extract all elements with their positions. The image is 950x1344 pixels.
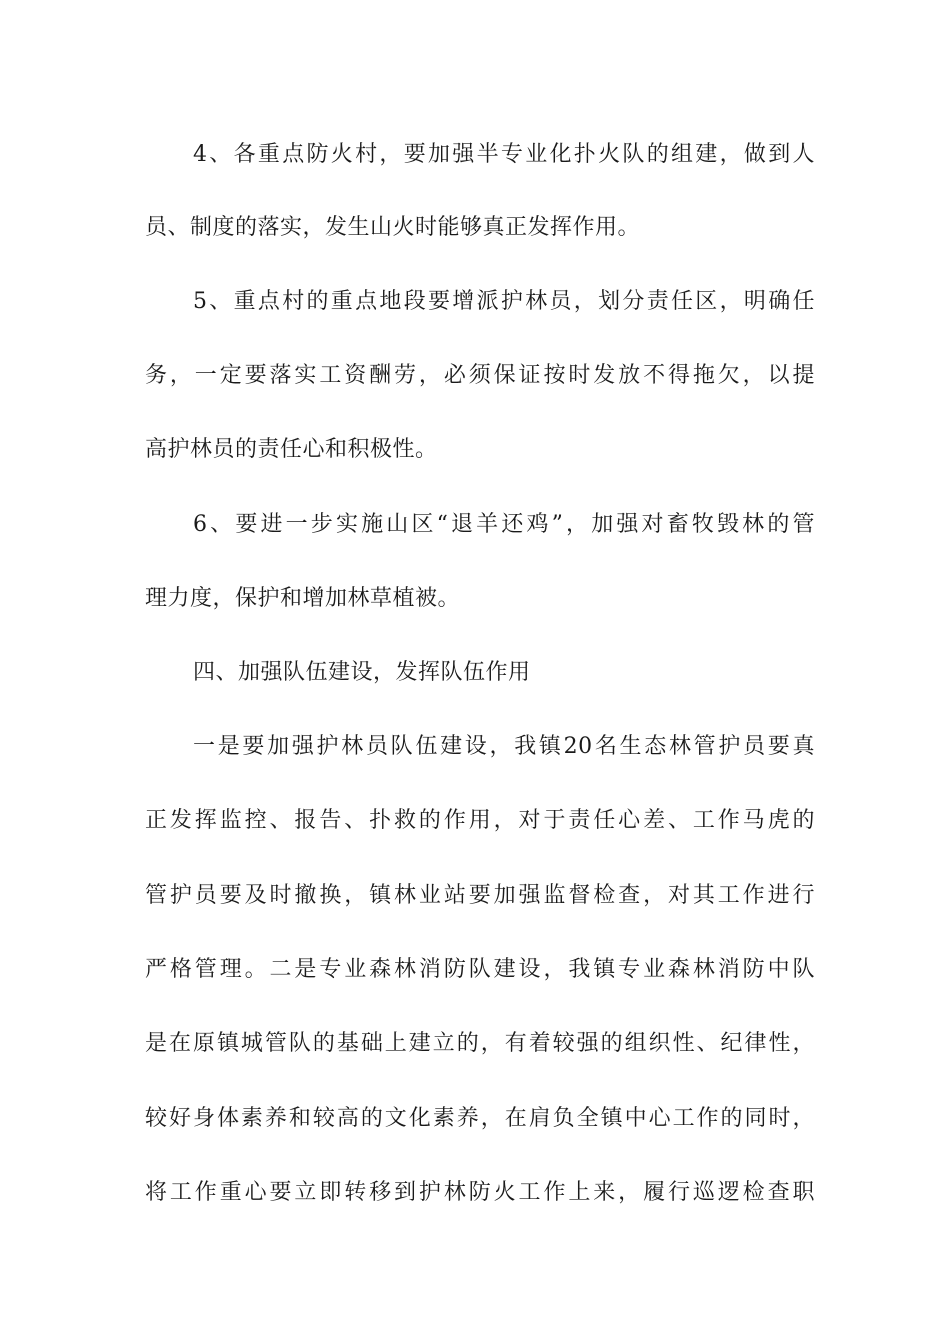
section-heading: 四、加强队伍建设，发挥队伍作用 [193,660,531,685]
paragraph-line: 4、各重点防火村，要加强半专业化扑火队的组建，做到人 [193,142,815,167]
paragraph-line: 较好身体素养和较高的文化素养，在肩负全镇中心工作的同时， [145,1106,815,1131]
paragraph-line: 务，一定要落实工资酬劳，必须保证按时发放不得拖欠，以提 [145,363,815,388]
paragraph-line: 理力度，保护和增加林草植被。 [145,586,461,611]
paragraph-line: 严格管理。二是专业森林消防队建设，我镇专业森林消防中队 [145,957,815,982]
paragraph-line: 员、制度的落实，发生山火时能够真正发挥作用。 [145,215,641,240]
paragraph-line: 是在原镇城管队的基础上建立的，有着较强的组织性、纪律性， [145,1031,815,1056]
paragraph-line: 管护员要及时撤换，镇林业站要加强监督检查，对其工作进行 [145,883,815,908]
paragraph-line: 6、要进一步实施山区“退羊还鸡”，加强对畜牧毁林的管 [193,512,815,537]
paragraph-line: 高护林员的责任心和积极性。 [145,437,438,462]
paragraph-line: 将工作重心要立即转移到护林防火工作上来，履行巡逻检查职 [145,1180,815,1205]
paragraph-line: 正发挥监控、报告、扑救的作用，对于责任心差、工作马虎的 [145,808,815,833]
paragraph-line: 一是要加强护林员队伍建设，我镇20名生态林管护员要真 [193,734,815,759]
paragraph-line: 5、重点村的重点地段要增派护林员，划分责任区，明确任 [193,289,815,314]
